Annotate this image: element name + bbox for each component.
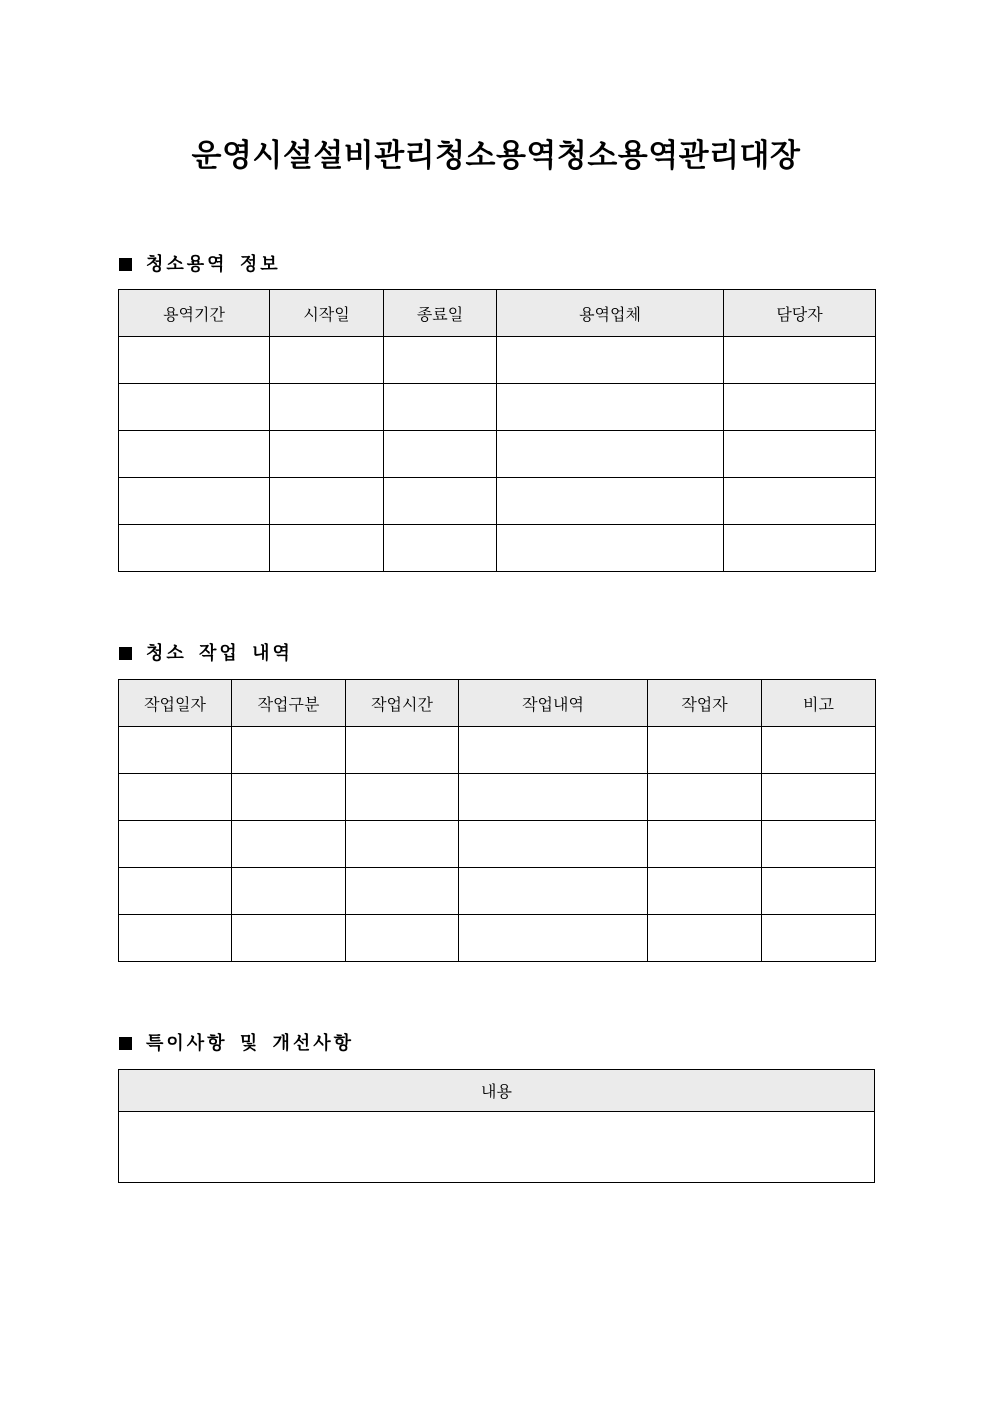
table-cell[interactable] [119, 431, 270, 478]
table-row [119, 774, 876, 821]
column-header: 작업시간 [346, 680, 459, 727]
table-cell[interactable] [497, 525, 724, 572]
black-square-icon [119, 258, 132, 271]
table-cell[interactable] [459, 915, 648, 962]
table-cell[interactable] [232, 821, 346, 868]
section-heading-text: 청소용역 정보 [146, 254, 281, 275]
notes-content-cell[interactable] [119, 1112, 875, 1183]
table-cell[interactable] [119, 525, 270, 572]
table-row [119, 915, 876, 962]
column-header: 작업자 [648, 680, 762, 727]
table-cell[interactable] [724, 478, 876, 525]
table-header-row [119, 680, 876, 727]
table-cell[interactable] [119, 478, 270, 525]
table-cell[interactable] [119, 727, 232, 774]
table-row [119, 478, 876, 525]
table-header-row [119, 290, 876, 337]
table-row [119, 1112, 875, 1183]
table-cell[interactable] [270, 337, 384, 384]
table-cell[interactable] [232, 727, 346, 774]
column-header: 용역기간 [119, 290, 270, 337]
table-cell[interactable] [762, 868, 876, 915]
column-header: 작업구분 [232, 680, 346, 727]
table-cell[interactable] [648, 774, 762, 821]
column-header: 비고 [762, 680, 876, 727]
table-cell[interactable] [346, 727, 459, 774]
notes-table [118, 1069, 875, 1183]
table-cell[interactable] [346, 821, 459, 868]
table-row [119, 525, 876, 572]
table-cell[interactable] [497, 478, 724, 525]
table-cell[interactable] [346, 774, 459, 821]
column-header: 담당자 [724, 290, 876, 337]
table-cell[interactable] [119, 821, 232, 868]
table-cell[interactable] [232, 868, 346, 915]
column-header: 용역업체 [497, 290, 724, 337]
table-cell[interactable] [497, 384, 724, 431]
section-heading-notes [119, 1032, 354, 1056]
table-cell[interactable] [270, 478, 384, 525]
service-info-table [118, 289, 876, 572]
black-square-icon [119, 1037, 132, 1050]
table-cell[interactable] [497, 337, 724, 384]
table-row [119, 337, 876, 384]
table-cell[interactable] [119, 384, 270, 431]
table-cell[interactable] [648, 821, 762, 868]
column-header: 시작일 [270, 290, 384, 337]
table-cell[interactable] [762, 727, 876, 774]
table-cell[interactable] [497, 431, 724, 478]
table-cell[interactable] [459, 727, 648, 774]
section-heading-text: 특이사항 및 개선사항 [146, 1033, 355, 1054]
table-cell[interactable] [270, 431, 384, 478]
table-cell[interactable] [119, 915, 232, 962]
column-header: 내용 [119, 1070, 875, 1112]
table-cell[interactable] [648, 868, 762, 915]
table-row [119, 868, 876, 915]
table-row [119, 384, 876, 431]
section-heading-work-history [119, 642, 293, 666]
table-row [119, 727, 876, 774]
table-cell[interactable] [762, 821, 876, 868]
table-cell[interactable] [724, 525, 876, 572]
table-cell[interactable] [648, 915, 762, 962]
table-cell[interactable] [346, 868, 459, 915]
table-cell[interactable] [459, 774, 648, 821]
work-history-table [118, 679, 876, 962]
black-square-icon [119, 647, 132, 660]
table-cell[interactable] [384, 384, 497, 431]
table-cell[interactable] [119, 337, 270, 384]
table-cell[interactable] [724, 337, 876, 384]
section-heading-text: 청소 작업 내역 [146, 643, 293, 664]
table-cell[interactable] [270, 525, 384, 572]
table-row [119, 431, 876, 478]
table-row [119, 821, 876, 868]
table-cell[interactable] [119, 774, 232, 821]
table-cell[interactable] [232, 915, 346, 962]
table-cell[interactable] [459, 821, 648, 868]
column-header: 작업일자 [119, 680, 232, 727]
column-header: 종료일 [384, 290, 497, 337]
table-cell[interactable] [119, 868, 232, 915]
table-cell[interactable] [724, 431, 876, 478]
table-cell[interactable] [459, 868, 648, 915]
table-cell[interactable] [384, 525, 497, 572]
table-cell[interactable] [384, 337, 497, 384]
table-cell[interactable] [762, 915, 876, 962]
table-cell[interactable] [724, 384, 876, 431]
section-heading-service-info [119, 253, 281, 277]
table-cell[interactable] [346, 915, 459, 962]
table-cell[interactable] [384, 431, 497, 478]
table-cell[interactable] [232, 774, 346, 821]
table-cell[interactable] [762, 774, 876, 821]
table-cell[interactable] [384, 478, 497, 525]
table-header-row [119, 1070, 875, 1112]
table-cell[interactable] [270, 384, 384, 431]
table-cell[interactable] [648, 727, 762, 774]
document-title: 운영시설설비관리청소용역청소용역관리대장 [191, 138, 801, 174]
column-header: 작업내역 [459, 680, 648, 727]
